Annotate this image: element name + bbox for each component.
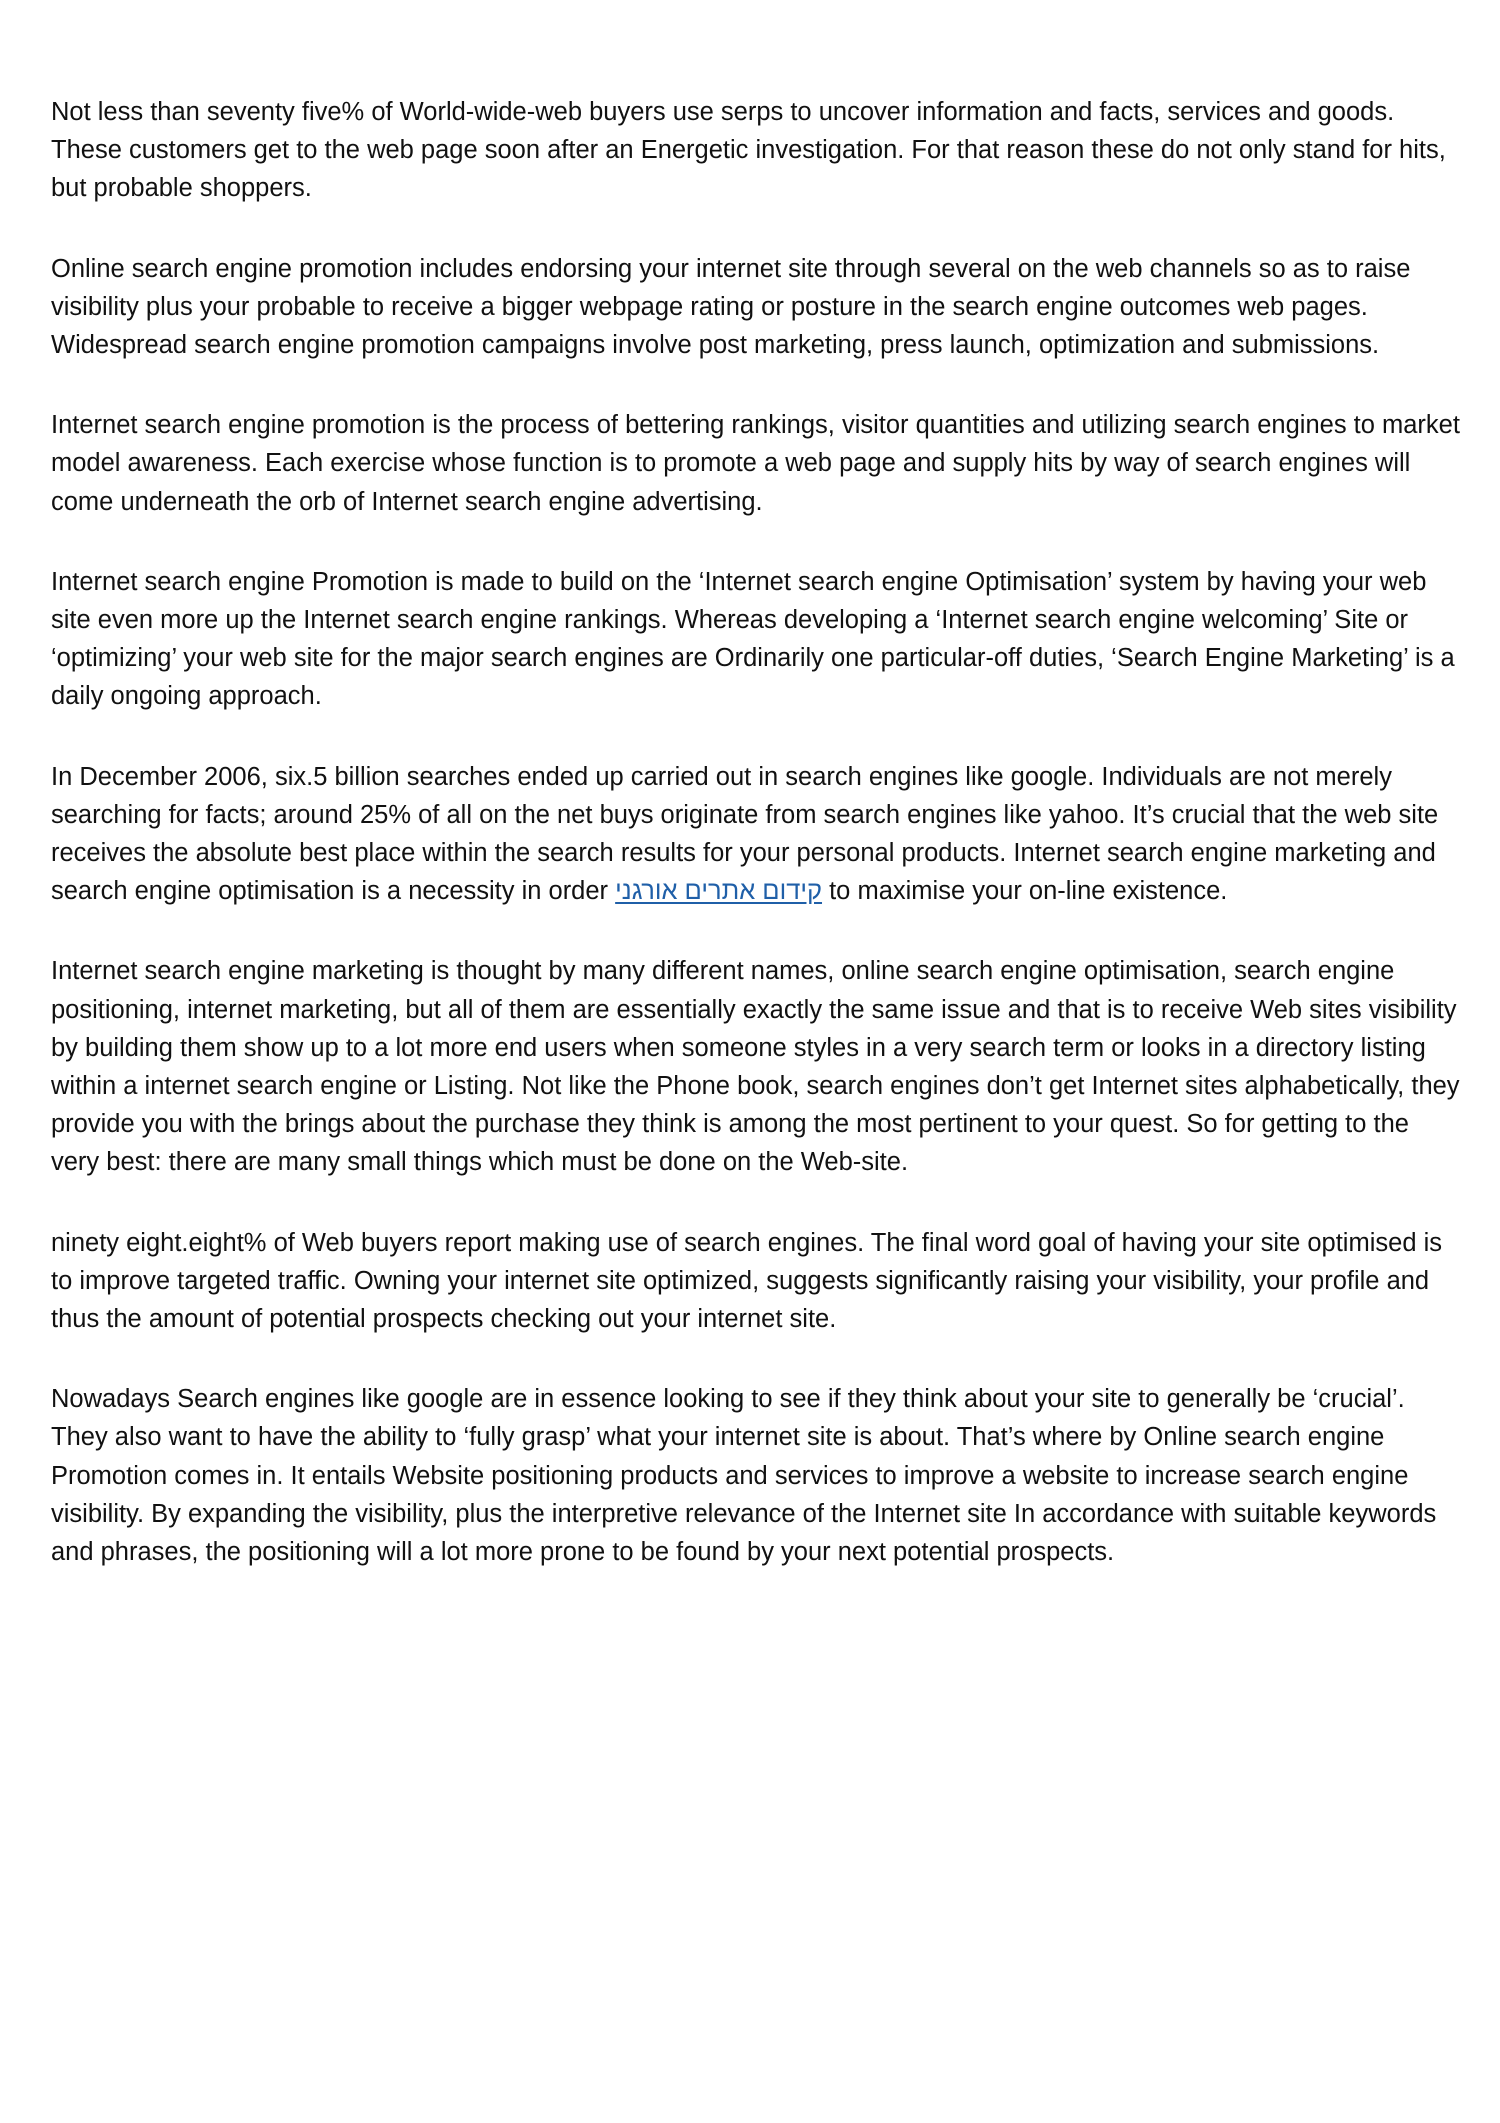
paragraph-3: Internet search engine promotion is the process of bettering rankings, visitor quantities and utilizing search engines to market model awareness. Each exercise whose function is to promote a web page and supply hits by way of search engines will come underneath the orb of Internet search engine advertising. — [51, 411, 1460, 516]
paragraph-7: ninety eight.eight% of Web buyers report making use of search engines. The final word goal of having your site optimised is to improve targeted traffic. Owning your internet site optimized, suggests significantly raising your visibility, your profile and thus the amount of potential prospects checking out your internet site. — [51, 1228, 1442, 1334]
paragraph-2: Online search engine promotion includes endorsing your internet site through several on the web channels so as to raise visibility plus your probable to receive a bigger webpage rating or posture in the search engine outcomes web pages. Widespread search engine promotion campaigns involve post marketing, press launch, optimization and submissions. — [51, 254, 1411, 360]
paragraph-4: Internet search engine Promotion is made to build on the ‘Internet search engine Optimisation’ system by having your web site even more up the Internet search engine rankings. Whereas developing a ‘Internet search engine welcoming’ Site or ‘optimizing’ your web site for the major search engines are Ordinarily one particular-off duties, ‘Search Engine Marketing’ is a daily ongoing approach. — [51, 567, 1455, 711]
paragraph-6: Internet search engine marketing is thought by many different names, online search engine optimisation, search engine positioning, internet marketing, but all of them are essentially exactly the same issue and that is to receive Web sites visibility by building them show up to a lot more end users when someone styles in a very search term or looks in a directory listing within a internet search engine or Listing. Not like the Phone book, search engines don’t get Internet sites alphabetically, they provide you with the brings about the purchase they think is among the most pertinent to your quest. So for getting to the very best: there are many small things which must be done on the Web-site. — [51, 957, 1460, 1177]
paragraph-5-text-before-link: In December 2006, six.5 billion searches ended up carried out in search engines like google. Individuals are not merely searching for facts; around 25% of all on the net buys originate from search engines like yahoo. It’s crucial that the web site receives the absolute best place within the search results for your personal products. Internet search engine marketing and search engine optimisation is a necessity in order — [51, 762, 1439, 906]
hebrew-seo-link[interactable] — [615, 877, 822, 905]
link-label: קידום אתרים אורגני — [615, 877, 823, 906]
article-body — [51, 93, 1463, 1613]
paragraph-1: Not less than seventy five% of World-wide-web buyers use serps to uncover information and facts, services and goods. These customers get to the web page soon after an Energetic investigation. For that reason these do not only stand for hits, but probable shoppers. — [51, 98, 1446, 203]
paragraph-5 — [51, 758, 1463, 911]
paragraph-8: Nowadays Search engines like google are in essence looking to see if they think about your site to generally be ‘crucial’. They also want to have the ability to ‘fully grasp’ what your internet site is about. That’s where by Online search engine Promotion comes in. It entails Website positioning products and services to improve a website to increase search engine visibility. By expanding the visibility, plus the interpretive relevance of the Internet site In accordance with suitable keywords and phrases, the positioning will a lot more prone to be found by your next potential prospects. — [51, 1385, 1437, 1567]
paragraph-5-text-after-link: to maximise your on-line existence. — [822, 877, 1228, 906]
